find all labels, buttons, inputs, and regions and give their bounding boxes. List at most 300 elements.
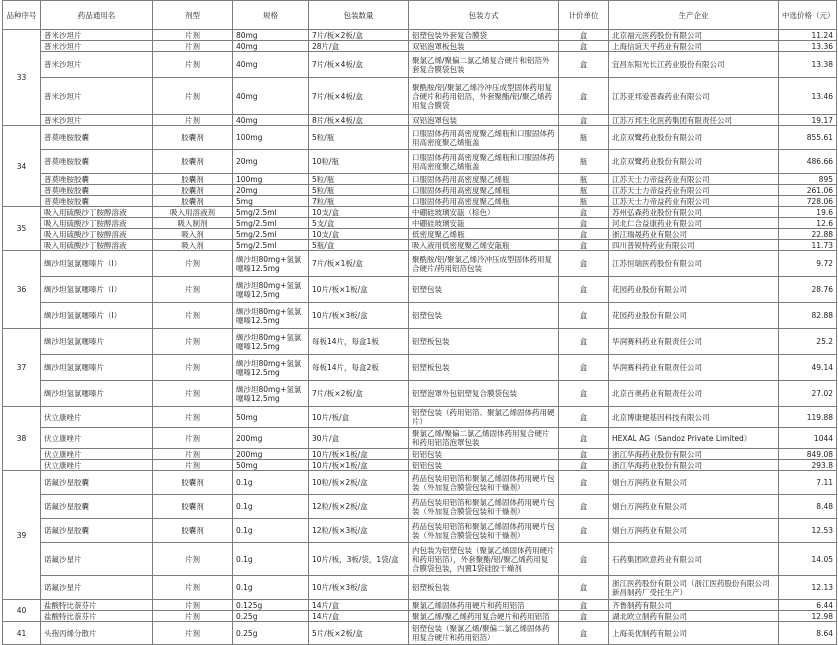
cell-pack-method: 铝塑板包装 <box>409 355 559 381</box>
cell-unit: 盒 <box>559 115 609 126</box>
cell-pack-method: 铝铝包装 <box>409 460 559 471</box>
cell-manufacturer: 苏州弘森药业股份有限公司 <box>609 207 779 218</box>
cell-price: 12.53 <box>779 519 837 543</box>
cell-spec: 200mg <box>233 449 309 460</box>
cell-price: 12.6 <box>779 218 837 229</box>
cell-pack-method: 双铝泡罩板包装 <box>409 41 559 52</box>
cell-manufacturer: 烟台万润药业有限公司 <box>609 471 779 495</box>
cell-price: 8.64 <box>779 622 837 645</box>
table-row <box>3 303 837 329</box>
cell-spec: 缬沙坦80mg+氢氯噻嗪12.5mg <box>233 381 309 407</box>
cell-drug-name: 普莫唑胺胶囊 <box>41 174 153 185</box>
table-row <box>3 449 837 460</box>
cell-drug-name: 吸入用硫酸沙丁胺醇溶液 <box>41 229 153 240</box>
cell-group-no: 38 <box>3 407 41 471</box>
cell-pack-qty: 5粒/瓶 <box>309 126 409 150</box>
cell-unit: 盒 <box>559 229 609 240</box>
cell-unit: 盒 <box>559 495 609 519</box>
cell-pack-qty: 5粒/瓶 <box>309 174 409 185</box>
cell-unit: 盒 <box>559 449 609 460</box>
cell-manufacturer: 花园药业股份有限公司 <box>609 303 779 329</box>
cell-manufacturer: 江苏天士力帝益药业有限公司 <box>609 174 779 185</box>
cell-pack-qty: 10片/板×3板/盒 <box>309 576 409 600</box>
cell-unit: 盒 <box>559 355 609 381</box>
cell-unit: 盒 <box>559 78 609 115</box>
table-row <box>3 185 837 196</box>
cell-pack-method: 聚氯乙烯/聚乙烯药用复合硬片和药用铝箔 <box>409 611 559 622</box>
cell-price: 12.13 <box>779 576 837 600</box>
cell-drug-name: 诺氟沙星片 <box>41 576 153 600</box>
cell-price: 855.61 <box>779 126 837 150</box>
cell-manufacturer: 上海美优制药有限公司 <box>609 622 779 645</box>
cell-pack-qty: 14片/盒 <box>309 611 409 622</box>
cell-dosage-form: 胶囊剂 <box>153 196 233 207</box>
cell-price: 82.88 <box>779 303 837 329</box>
cell-manufacturer: 江苏天士力帝益药业有限公司 <box>609 185 779 196</box>
cell-spec: 0.25g <box>233 611 309 622</box>
cell-group-no: 41 <box>3 622 41 645</box>
cell-manufacturer: 江苏亚邦爱普森药业有限公司 <box>609 78 779 115</box>
cell-pack-method: 吸入液用低密度聚乙烯安瓿瓶 <box>409 240 559 251</box>
cell-group-no: 34 <box>3 126 41 207</box>
cell-pack-method: 口服固体药用高密度聚乙烯瓶 <box>409 196 559 207</box>
cell-pack-method: 低密度聚乙烯瓶 <box>409 229 559 240</box>
header-pack-qty: 包装数量 <box>309 1 409 30</box>
cell-unit: 盒 <box>559 303 609 329</box>
cell-pack-method: 铝塑泡罩外包铝塑复合膜袋包装 <box>409 381 559 407</box>
cell-dosage-form: 片剂 <box>153 407 233 428</box>
table-row <box>3 30 837 41</box>
cell-dosage-form: 片剂 <box>153 78 233 115</box>
cell-unit: 盒 <box>559 251 609 277</box>
cell-drug-name: 缬沙坦氢氯噻嗪片（Ⅰ） <box>41 251 153 277</box>
cell-pack-method: 聚氯乙烯固体药用硬片和药用铝箔 <box>409 600 559 611</box>
cell-drug-name: 诺氟沙星片 <box>41 543 153 576</box>
cell-drug-name: 普莫唑胺胶囊 <box>41 196 153 207</box>
cell-pack-method: 中硼硅玻璃安瓿（棕色） <box>409 207 559 218</box>
cell-pack-qty: 7片/板×1板/盒 <box>309 251 409 277</box>
cell-manufacturer: 北京博康健基因科技有限公司 <box>609 407 779 428</box>
cell-manufacturer: 北京双鹭药业股份有限公司 <box>609 126 779 150</box>
cell-manufacturer: HEXAL AG（Sandoz Private Limited） <box>609 428 779 449</box>
cell-group-no: 33 <box>3 30 41 126</box>
cell-manufacturer: 江苏万邦生化医药集团有限责任公司 <box>609 115 779 126</box>
cell-drug-name: 缬沙坦氢氯噻嗪片 <box>41 355 153 381</box>
cell-pack-method: 铝铝包装 <box>409 449 559 460</box>
cell-spec: 5mg/2.5ml <box>233 218 309 229</box>
cell-price: 25.2 <box>779 329 837 355</box>
cell-pack-qty: 30片/盒 <box>309 428 409 449</box>
cell-dosage-form: 片剂 <box>153 622 233 645</box>
cell-dosage-form: 胶囊剂 <box>153 519 233 543</box>
table-row <box>3 229 837 240</box>
cell-pack-qty: 10片/板，3板/袋，1袋/盒 <box>309 543 409 576</box>
cell-unit: 盒 <box>559 543 609 576</box>
cell-spec: 40mg <box>233 52 309 78</box>
cell-price: 13.46 <box>779 78 837 115</box>
cell-dosage-form: 片剂 <box>153 576 233 600</box>
cell-pack-method: 铝塑板包装 <box>409 329 559 355</box>
cell-unit: 盒 <box>559 519 609 543</box>
cell-spec: 20mg <box>233 150 309 174</box>
cell-dosage-form: 片剂 <box>153 449 233 460</box>
cell-pack-qty: 12粒/板×3板/盒 <box>309 519 409 543</box>
cell-dosage-form: 片剂 <box>153 428 233 449</box>
cell-manufacturer: 浙江医药股份有限公司（浙江医药股份有限公司新昌制药厂受托生产） <box>609 576 779 600</box>
cell-manufacturer: 浙江瑞晟药业有限公司 <box>609 229 779 240</box>
cell-price: 486.66 <box>779 150 837 174</box>
table-row <box>3 460 837 471</box>
cell-pack-method: 铝塑包装 <box>409 303 559 329</box>
cell-unit: 盒 <box>559 611 609 622</box>
cell-unit: 盒 <box>559 30 609 41</box>
cell-unit: 瓶 <box>559 174 609 185</box>
cell-pack-method: 口服固体药用高密度聚乙烯瓶和口服固体药用高密度聚乙烯瓶盖 <box>409 126 559 150</box>
cell-price: 261.06 <box>779 185 837 196</box>
table-row <box>3 41 837 52</box>
cell-pack-qty: 7片/板×2板/盒 <box>309 381 409 407</box>
cell-manufacturer: 北京双鹭药业股份有限公司 <box>609 150 779 174</box>
cell-pack-method: 聚氯乙烯/聚偏二氯乙烯复合硬片和铝箔外套复合膜袋包装 <box>409 52 559 78</box>
cell-pack-qty: 每板14片，每盒1板 <box>309 329 409 355</box>
table-row <box>3 52 837 78</box>
cell-pack-qty: 10粒/板×2板/盒 <box>309 471 409 495</box>
cell-pack-qty: 12粒/板×2板/盒 <box>309 495 409 519</box>
cell-pack-qty: 5粒/瓶 <box>309 185 409 196</box>
cell-unit: 盒 <box>559 460 609 471</box>
cell-dosage-form: 片剂 <box>153 41 233 52</box>
cell-pack-method: 内包装为铝塑包装（聚氯乙烯固体药用硬片和药用铝箔），外套聚酯/铝/聚乙烯药用复合膜袋包装，内置1袋硅胶干燥剂 <box>409 543 559 576</box>
cell-dosage-form: 片剂 <box>153 303 233 329</box>
cell-drug-name: 普米沙坦片 <box>41 30 153 41</box>
cell-manufacturer: 江苏恒瑞医药股份有限公司 <box>609 251 779 277</box>
cell-unit: 瓶 <box>559 150 609 174</box>
table-row <box>3 240 837 251</box>
cell-spec: 100mg <box>233 126 309 150</box>
table-row <box>3 519 837 543</box>
cell-price: 895 <box>779 174 837 185</box>
cell-spec: 40mg <box>233 115 309 126</box>
cell-drug-name: 诺氟沙星胶囊 <box>41 471 153 495</box>
cell-spec: 50mg <box>233 407 309 428</box>
cell-dosage-form: 片剂 <box>153 251 233 277</box>
cell-pack-method: 铝塑包装（聚氯乙烯/聚偏二氯乙烯固体药用复合硬片和药用铝箔） <box>409 622 559 645</box>
table-row <box>3 218 837 229</box>
table-row <box>3 600 837 611</box>
cell-unit: 盒 <box>559 329 609 355</box>
cell-unit: 盒 <box>559 52 609 78</box>
cell-dosage-form: 片剂 <box>153 277 233 303</box>
cell-spec: 80mg <box>233 30 309 41</box>
cell-price: 1044 <box>779 428 837 449</box>
cell-dosage-form: 胶囊剂 <box>153 185 233 196</box>
cell-dosage-form: 片剂 <box>153 329 233 355</box>
cell-drug-name: 普米沙坦片 <box>41 115 153 126</box>
cell-drug-name: 普莫唑胺胶囊 <box>41 185 153 196</box>
cell-drug-name: 缬沙坦氢氯噻嗪片（Ⅰ） <box>41 303 153 329</box>
cell-pack-qty: 5瓶/盒 <box>309 240 409 251</box>
cell-pack-qty: 8片/板×4板/盒 <box>309 115 409 126</box>
table-row <box>3 126 837 150</box>
cell-dosage-form: 片剂 <box>153 115 233 126</box>
cell-group-no: 39 <box>3 471 41 600</box>
cell-group-no: 37 <box>3 329 41 407</box>
table-row <box>3 150 837 174</box>
cell-drug-name: 普米沙坦片 <box>41 78 153 115</box>
header-dosage-form: 剂型 <box>153 1 233 30</box>
cell-dosage-form: 片剂 <box>153 52 233 78</box>
table-row <box>3 428 837 449</box>
cell-pack-method: 药品包装用铝箔和聚氯乙烯固体药用硬片包装（外加复合膜袋包装和干燥剂） <box>409 519 559 543</box>
cell-spec: 5mg/2.5ml <box>233 229 309 240</box>
cell-price: 14.05 <box>779 543 837 576</box>
cell-dosage-form: 吸入剂 <box>153 229 233 240</box>
cell-spec: 50mg <box>233 460 309 471</box>
table-body <box>3 30 837 645</box>
cell-price: 49.14 <box>779 355 837 381</box>
table-row <box>3 277 837 303</box>
cell-manufacturer: 华润赛科药业有限责任公司 <box>609 355 779 381</box>
cell-drug-name: 盐酸特比萘芬片 <box>41 611 153 622</box>
cell-price: 7.11 <box>779 471 837 495</box>
cell-price: 13.38 <box>779 52 837 78</box>
cell-drug-name: 伏立康唑片 <box>41 428 153 449</box>
cell-price: 12.98 <box>779 611 837 622</box>
cell-group-no: 40 <box>3 600 41 622</box>
cell-price: 119.88 <box>779 407 837 428</box>
cell-pack-qty: 7片/板×2板/盒 <box>309 30 409 41</box>
cell-manufacturer: 湖北欧立制药有限公司 <box>609 611 779 622</box>
cell-pack-qty: 28片/盒 <box>309 41 409 52</box>
cell-drug-name: 头孢丙烯分散片 <box>41 622 153 645</box>
cell-drug-name: 伏立康唑片 <box>41 460 153 471</box>
cell-drug-name: 伏立康唑片 <box>41 449 153 460</box>
cell-price: 8.48 <box>779 495 837 519</box>
cell-unit: 盒 <box>559 218 609 229</box>
cell-dosage-form: 片剂 <box>153 543 233 576</box>
cell-dosage-form: 胶囊剂 <box>153 150 233 174</box>
cell-pack-qty: 10支/盒 <box>309 229 409 240</box>
cell-spec: 40mg <box>233 78 309 115</box>
cell-pack-qty: 7片/板×4板/盒 <box>309 52 409 78</box>
table-row <box>3 495 837 519</box>
cell-manufacturer: 上海信谊天平药业有限公司 <box>609 41 779 52</box>
cell-dosage-form: 胶囊剂 <box>153 495 233 519</box>
cell-price: 728.06 <box>779 196 837 207</box>
drug-price-table <box>2 0 837 645</box>
cell-dosage-form: 胶囊剂 <box>153 126 233 150</box>
cell-dosage-form: 吸入用溶液剂 <box>153 207 233 218</box>
cell-pack-method: 口服固体药用高密度聚乙烯瓶 <box>409 185 559 196</box>
cell-spec: 缬沙坦80mg+氢氯噻嗪12.5mg <box>233 277 309 303</box>
header-price: 中选价格（元） <box>779 1 837 30</box>
cell-dosage-form: 片剂 <box>153 381 233 407</box>
cell-drug-name: 普莫唑胺胶囊 <box>41 150 153 174</box>
cell-unit: 盒 <box>559 428 609 449</box>
cell-price: 11.73 <box>779 240 837 251</box>
cell-pack-qty: 10片/板×1板/盒 <box>309 449 409 460</box>
cell-pack-qty: 5支/盒 <box>309 218 409 229</box>
cell-spec: 0.1g <box>233 543 309 576</box>
cell-dosage-form: 胶囊剂 <box>153 174 233 185</box>
cell-pack-qty: 7粒/瓶 <box>309 196 409 207</box>
cell-spec: 100mg <box>233 174 309 185</box>
cell-drug-name: 缬沙坦氢氯噻嗪片（Ⅰ） <box>41 277 153 303</box>
cell-unit: 盒 <box>559 471 609 495</box>
cell-manufacturer: 华润赛科药业有限责任公司 <box>609 329 779 355</box>
cell-pack-method: 铝塑板包装 <box>409 576 559 600</box>
cell-dosage-form: 片剂 <box>153 600 233 611</box>
cell-unit: 盒 <box>559 41 609 52</box>
cell-pack-method: 聚酰胺/铝/聚氯乙烯冷冲压成型固体药用复合硬片/药用铝箔包装 <box>409 251 559 277</box>
cell-unit: 盒 <box>559 600 609 611</box>
cell-price: 27.02 <box>779 381 837 407</box>
cell-pack-method: 聚酰胺/铝/聚氯乙烯冷冲压成型固体药用复合硬片和药用铝箔，外套聚酯/铝/聚乙烯药用复合膜袋 <box>409 78 559 115</box>
cell-spec: 缬沙坦80mg+氢氯噻嗪12.5mg <box>233 251 309 277</box>
cell-drug-name: 缬沙坦氢氯噻嗪片 <box>41 329 153 355</box>
cell-drug-name: 诺氟沙星胶囊 <box>41 495 153 519</box>
cell-drug-name: 盐酸特比萘芬片 <box>41 600 153 611</box>
cell-spec: 0.1g <box>233 576 309 600</box>
cell-drug-name: 伏立康唑片 <box>41 407 153 428</box>
cell-spec: 5mg <box>233 196 309 207</box>
cell-pack-method: 聚氯乙烯/聚偏二氯乙烯固体药用复合硬片和药用铝箔泡罩包装 <box>409 428 559 449</box>
cell-unit: 盒 <box>559 622 609 645</box>
cell-dosage-form: 吸入剂 <box>153 240 233 251</box>
cell-drug-name: 吸入用硫酸沙丁胺醇溶液 <box>41 240 153 251</box>
table-row <box>3 611 837 622</box>
cell-spec: 5mg/2.5ml <box>233 207 309 218</box>
cell-manufacturer: 江苏天士力帝益药业有限公司 <box>609 196 779 207</box>
cell-spec: 0.1g <box>233 471 309 495</box>
cell-pack-qty: 14片/盒 <box>309 600 409 611</box>
cell-manufacturer: 石药集团欧意药业有限公司 <box>609 543 779 576</box>
cell-pack-method: 药品包装用铝箔和聚氯乙烯固体药用硬片包装（外加复合膜袋包装和干燥剂） <box>409 471 559 495</box>
cell-manufacturer: 河北仁合益康药业有限公司 <box>609 218 779 229</box>
cell-pack-qty: 10片/板×3板/盒 <box>309 303 409 329</box>
cell-group-no: 35 <box>3 207 41 251</box>
cell-spec: 0.1g <box>233 519 309 543</box>
cell-pack-qty: 每板14片，每盒2板 <box>309 355 409 381</box>
cell-price: 11.24 <box>779 30 837 41</box>
cell-dosage-form: 胶囊剂 <box>153 471 233 495</box>
cell-manufacturer: 浙江华海药业股份有限公司 <box>609 449 779 460</box>
cell-spec: 20mg <box>233 185 309 196</box>
cell-manufacturer: 烟台万润药业有限公司 <box>609 495 779 519</box>
cell-spec: 0.125g <box>233 600 309 611</box>
cell-pack-qty: 10片/板×1板/盒 <box>309 277 409 303</box>
cell-price: 9.72 <box>779 251 837 277</box>
cell-unit: 盒 <box>559 277 609 303</box>
header-pack-method: 包装方式 <box>409 1 559 30</box>
cell-manufacturer: 北京百奥药业有限责任公司 <box>609 381 779 407</box>
cell-spec: 0.1g <box>233 495 309 519</box>
cell-pack-method: 铝塑包装 <box>409 277 559 303</box>
cell-dosage-form: 片剂 <box>153 611 233 622</box>
cell-drug-name: 缬沙坦氢氯噻嗪片 <box>41 381 153 407</box>
cell-unit: 瓶 <box>559 126 609 150</box>
cell-manufacturer: 四川普锐特药业有限公司 <box>609 240 779 251</box>
cell-price: 6.44 <box>779 600 837 611</box>
cell-manufacturer: 浙江华海药业股份有限公司 <box>609 460 779 471</box>
header-group-no: 品种序号 <box>3 1 41 30</box>
cell-drug-name: 吸入用硫酸沙丁胺醇溶液 <box>41 218 153 229</box>
cell-unit: 盒 <box>559 407 609 428</box>
table-row <box>3 196 837 207</box>
table-row <box>3 115 837 126</box>
cell-drug-name: 诺氟沙星胶囊 <box>41 519 153 543</box>
cell-manufacturer: 齐鲁制药有限公司 <box>609 600 779 611</box>
cell-pack-method: 口服固体药用高密度聚乙烯瓶和口服固体药用高密度聚乙烯瓶盖 <box>409 150 559 174</box>
cell-drug-name: 吸入用硫酸沙丁胺醇溶液 <box>41 207 153 218</box>
cell-spec: 缬沙坦80mg+氢氯噻嗪12.5mg <box>233 355 309 381</box>
table-row <box>3 174 837 185</box>
table-row <box>3 381 837 407</box>
cell-price: 19.17 <box>779 115 837 126</box>
table-row <box>3 407 837 428</box>
cell-price: 28.76 <box>779 277 837 303</box>
cell-drug-name: 普米沙坦片 <box>41 41 153 52</box>
cell-pack-method: 药品包装用铝箔和聚氯乙烯固体药用硬片包装（外加复合膜袋包装和干燥剂） <box>409 495 559 519</box>
cell-dosage-form: 吸入制剂 <box>153 218 233 229</box>
cell-spec: 缬沙坦80mg+氢氯噻嗪12.5mg <box>233 329 309 355</box>
cell-pack-method: 双铝泡罩包装 <box>409 115 559 126</box>
header-manufacturer: 生产企业 <box>609 1 779 30</box>
table-row <box>3 355 837 381</box>
cell-unit: 瓶 <box>559 196 609 207</box>
cell-pack-method: 中硼硅玻璃安瓿 <box>409 218 559 229</box>
table-row <box>3 622 837 645</box>
cell-spec: 200mg <box>233 428 309 449</box>
cell-spec: 0.25g <box>233 622 309 645</box>
cell-unit: 盒 <box>559 381 609 407</box>
cell-price: 19.6 <box>779 207 837 218</box>
table-row <box>3 471 837 495</box>
cell-unit: 瓶 <box>559 185 609 196</box>
table-row <box>3 329 837 355</box>
table-row <box>3 251 837 277</box>
cell-pack-method: 铝塑包装外套复合膜袋 <box>409 30 559 41</box>
cell-pack-method: 口服固体药用高密度聚乙烯瓶 <box>409 174 559 185</box>
cell-drug-name: 普莫唑胺胶囊 <box>41 126 153 150</box>
header-unit: 计价单位 <box>559 1 609 30</box>
header-drug-name: 药品通用名 <box>41 1 153 30</box>
table-row <box>3 78 837 115</box>
cell-group-no: 36 <box>3 251 41 329</box>
cell-pack-qty: 5片/板×2板/盒 <box>309 622 409 645</box>
cell-unit: 盒 <box>559 240 609 251</box>
cell-price: 22.88 <box>779 229 837 240</box>
cell-price: 13.36 <box>779 41 837 52</box>
header-spec: 规格 <box>233 1 309 30</box>
cell-unit: 盒 <box>559 207 609 218</box>
cell-drug-name: 普米沙坦片 <box>41 52 153 78</box>
cell-manufacturer: 北京福元医药股份有限公司 <box>609 30 779 41</box>
cell-dosage-form: 片剂 <box>153 30 233 41</box>
cell-pack-qty: 7片/板×4板/盒 <box>309 78 409 115</box>
header-row <box>3 1 837 30</box>
table-row <box>3 543 837 576</box>
cell-manufacturer: 宜昌东阳光长江药业股份有限公司 <box>609 52 779 78</box>
cell-spec: 40mg <box>233 41 309 52</box>
cell-price: 849.08 <box>779 449 837 460</box>
cell-unit: 盒 <box>559 576 609 600</box>
cell-dosage-form: 片剂 <box>153 460 233 471</box>
cell-pack-qty: 10粒/瓶 <box>309 150 409 174</box>
cell-spec: 缬沙坦80mg+氢氯噻嗪12.5mg <box>233 303 309 329</box>
cell-pack-method: 铝塑包装（药用铝箔、聚氯乙烯固体药用硬片） <box>409 407 559 428</box>
table-row <box>3 576 837 600</box>
